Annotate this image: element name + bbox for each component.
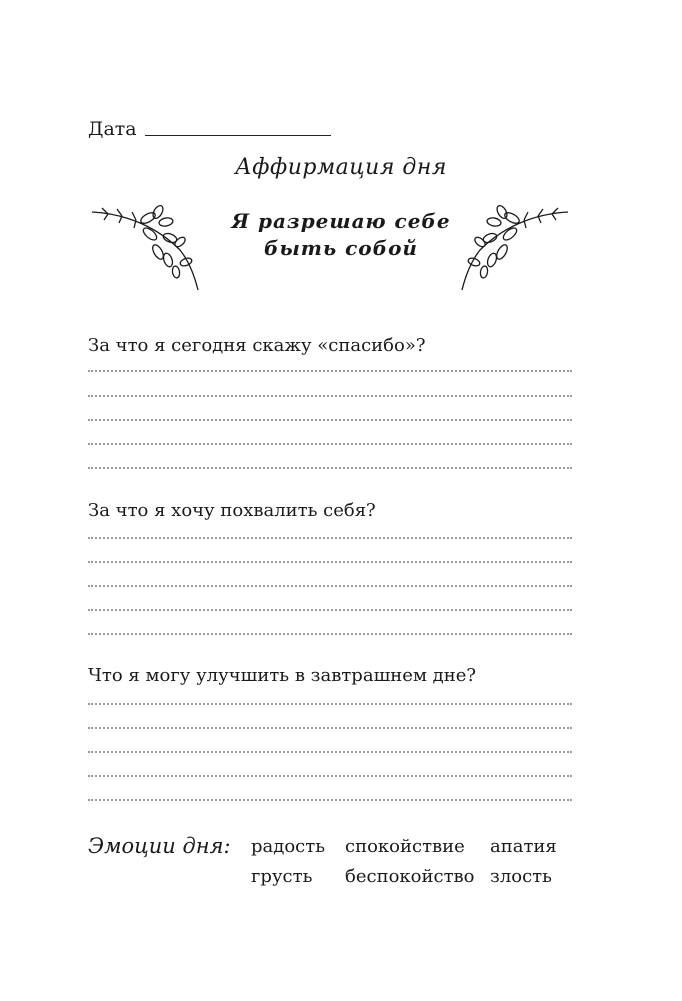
leaf-sprig-left-icon bbox=[88, 198, 208, 294]
date-label: Дата bbox=[88, 118, 137, 140]
answer-line[interactable] bbox=[88, 703, 572, 705]
answer-line[interactable] bbox=[88, 799, 572, 801]
answer-line[interactable] bbox=[88, 537, 572, 539]
answer-line[interactable] bbox=[88, 395, 572, 397]
question-2: За что я хочу похвалить себя? bbox=[88, 500, 376, 521]
answer-line[interactable] bbox=[88, 467, 572, 469]
affirmation-text bbox=[200, 208, 482, 262]
question-1: За что я сегодня скажу «спасибо»? bbox=[88, 335, 426, 356]
affirmation-line-2: быть собой bbox=[264, 236, 418, 260]
answer-line[interactable] bbox=[88, 443, 572, 445]
date-field-line[interactable] bbox=[145, 134, 331, 136]
affirmation-line-1: Я разрешаю себе bbox=[231, 209, 451, 233]
answer-line[interactable] bbox=[88, 419, 572, 421]
emotions-title: Эмоции дня: bbox=[88, 834, 231, 858]
answer-line[interactable] bbox=[88, 561, 572, 563]
emotion-option-sadness[interactable]: грусть bbox=[251, 866, 313, 887]
answer-line[interactable] bbox=[88, 751, 572, 753]
answer-line[interactable] bbox=[88, 370, 572, 372]
emotion-option-calm[interactable]: спокойствие bbox=[345, 836, 465, 857]
date-row bbox=[88, 118, 331, 140]
answer-line[interactable] bbox=[88, 633, 572, 635]
emotion-option-joy[interactable]: радость bbox=[251, 836, 326, 857]
emotion-option-anger[interactable]: злость bbox=[490, 866, 552, 887]
leaf-sprig-right-icon bbox=[452, 198, 572, 294]
answer-line[interactable] bbox=[88, 727, 572, 729]
emotion-option-apathy[interactable]: апатия bbox=[490, 836, 557, 857]
question-3: Что я могу улучшить в завтрашнем дне? bbox=[88, 665, 477, 686]
emotion-option-anxiety[interactable]: беспокойство bbox=[345, 866, 475, 887]
affirmation-title: Аффирмация дня bbox=[235, 155, 447, 180]
answer-line[interactable] bbox=[88, 609, 572, 611]
answer-line[interactable] bbox=[88, 585, 572, 587]
answer-line[interactable] bbox=[88, 775, 572, 777]
